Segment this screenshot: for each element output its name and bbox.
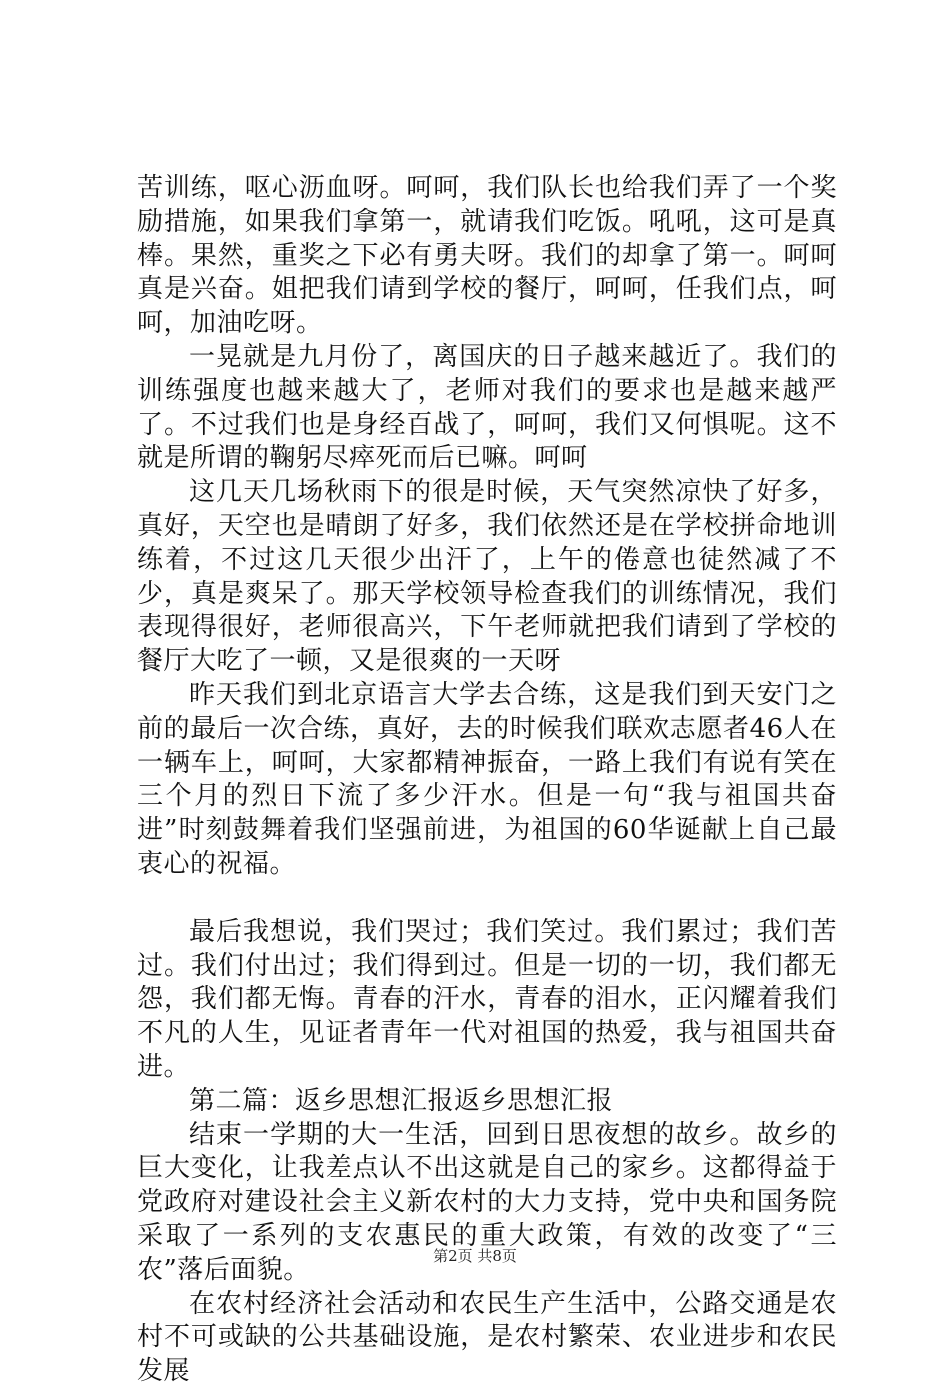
paragraph-2: 一晃就是九月份了，离国庆的日子越来越近了。我们的训练强度也越来越大了，老师对我们的要求也是越来越严了。不过我们也是身经百战了，呵呵，我们又何惧呢。这不就是所谓的鞠躬尽瘁死而后已嘛。呵呵	[137, 341, 837, 474]
paragraph-6: 结束一学期的大一生活，回到日思夜想的故乡。故乡的巨大变化，让我差点认不出这就是自己的家乡。这都得益于党政府对建设社会主义新农村的大力支持，党中央和国务院采取了一系列的支农惠民的重大政策，有效的改变了“三农”落后面貌。	[137, 1119, 837, 1285]
paragraph-3: 这几天几场秋雨下的很是时候，天气突然凉快了好多，真好，天空也是晴朗了好多，我们依然还是在学校拼命地训练着，不过这几天很少出汗了，上午的倦意也徒然减了不少，真是爽呆了。那天学校领导检查我们的训练情况，我们表现得很好，老师很高兴，下午老师就把我们请到了学校的餐厅大吃了一顿，又是很爽的一天呀	[137, 477, 837, 677]
section-heading: 第二篇：返乡思想汇报返乡思想汇报	[189, 1085, 614, 1116]
paragraph-1: 苦训练，呕心沥血呀。呵呵，我们队长也给我们弄了一个奖励措施，如果我们拿第一，就请我们吃饭。吼吼，这可是真棒。果然，重奖之下必有勇夫呀。我们的却拿了第一。呵呵真是兴奋。姐把我们请到学校的餐厅，呵呵，任我们点，呵呵，加油吃呀。	[137, 173, 837, 339]
page-footer: 第2页 共8页	[433, 1247, 517, 1265]
paragraph-spacer	[137, 882, 837, 916]
document-body	[137, 172, 837, 1389]
paragraph-7: 在农村经济社会活动和农民生产生活中，公路交通是农村不可或缺的公共基础设施，是农村繁荣、农业进步和农民发展	[137, 1288, 837, 1387]
paragraph-5: 最后我想说，我们哭过；我们笑过。我们累过；我们苦过。我们付出过；我们得到过。但是一切的一切，我们都无怨，我们都无悔。青春的汗水，青春的泪水，正闪耀着我们不凡的人生，见证者青年一代对祖国的热爱，我与祖国共奋进。	[137, 916, 837, 1082]
paragraph-4: 昨天我们到北京语言大学去合练，这是我们到天安门之前的最后一次合练，真好，去的时候我们联欢志愿者46人在一辆车上，呵呵，大家都精神振奋，一路上我们有说有笑在三个月的烈日下流了多少汗水。但是一句“我与祖国共奋进”时刻鼓舞着我们坚强前进，为祖国的60华诞献上自己最衷心的祝福。	[137, 679, 837, 879]
